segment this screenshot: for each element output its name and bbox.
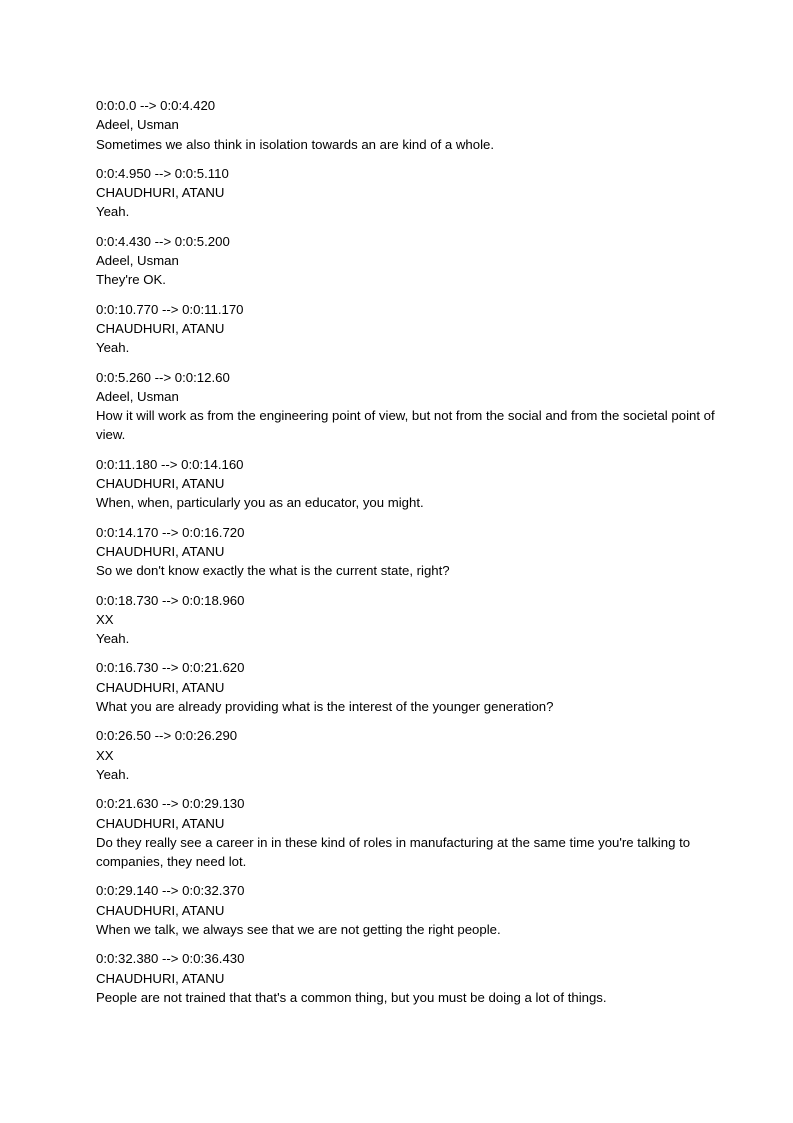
speaker-name: Adeel, Usman <box>96 388 179 404</box>
transcript-entry <box>96 726 716 784</box>
utterance-text: Sometimes we also think in isolation towards an are kind of a whole. <box>96 136 495 152</box>
speaker-name: CHAUDHURI, ATANU <box>96 970 225 986</box>
transcript-page <box>96 96 716 1017</box>
timestamp: 0:0:4.430 --> 0:0:5.200 <box>96 233 230 249</box>
utterance-text: Yeah. <box>96 631 130 647</box>
utterance-text: People are not trained that that's a common thing, but you must be doing a lot of things. <box>96 989 607 1005</box>
speaker-name: CHAUDHURI, ATANU <box>96 679 225 695</box>
transcript-entry <box>96 164 716 222</box>
utterance-text: Yeah. <box>96 204 130 220</box>
transcript-entry <box>96 96 716 154</box>
transcript-entry <box>96 300 716 358</box>
timestamp: 0:0:18.730 --> 0:0:18.960 <box>96 592 245 608</box>
speaker-name: Adeel, Usman <box>96 117 179 133</box>
utterance-text: They're OK. <box>96 272 166 288</box>
utterance-text: What you are already providing what is the interest of the younger generation? <box>96 699 554 715</box>
transcript-entry <box>96 368 716 445</box>
timestamp: 0:0:11.180 --> 0:0:14.160 <box>96 456 244 472</box>
speaker-name: CHAUDHURI, ATANU <box>96 902 225 918</box>
utterance-text: When we talk, we always see that we are not getting the right people. <box>96 921 501 937</box>
timestamp: 0:0:10.770 --> 0:0:11.170 <box>96 301 244 317</box>
speaker-name: XX <box>96 747 114 763</box>
speaker-name: Adeel, Usman <box>96 253 179 269</box>
speaker-name: CHAUDHURI, ATANU <box>96 815 225 831</box>
utterance-text: Do they really see a career in in these kind of roles in manufacturing at the same time you're talking to companies, they need lot. <box>96 834 691 870</box>
speaker-name: CHAUDHURI, ATANU <box>96 320 225 336</box>
timestamp: 0:0:4.950 --> 0:0:5.110 <box>96 165 229 181</box>
timestamp: 0:0:5.260 --> 0:0:12.60 <box>96 369 230 385</box>
timestamp: 0:0:16.730 --> 0:0:21.620 <box>96 660 245 676</box>
utterance-text: When, when, particularly you as an educator, you might. <box>96 495 424 511</box>
speaker-name: CHAUDHURI, ATANU <box>96 476 225 492</box>
transcript-entry <box>96 881 716 939</box>
transcript-entry <box>96 658 716 716</box>
timestamp: 0:0:0.0 --> 0:0:4.420 <box>96 98 216 113</box>
transcript-entry <box>96 949 716 1007</box>
utterance-text: Yeah. <box>96 340 130 356</box>
timestamp: 0:0:26.50 --> 0:0:26.290 <box>96 728 238 744</box>
transcript-entry <box>96 794 716 871</box>
transcript-entry <box>96 523 716 581</box>
utterance-text: So we don't know exactly the what is the current state, right? <box>96 563 450 579</box>
transcript-entry <box>96 232 716 290</box>
timestamp: 0:0:32.380 --> 0:0:36.430 <box>96 951 245 967</box>
transcript-entry <box>96 591 716 649</box>
transcript-entry <box>96 455 716 513</box>
speaker-name: CHAUDHURI, ATANU <box>96 543 225 559</box>
utterance-text: How it will work as from the engineering point of view, but not from the social and from the societal point of view. <box>96 408 715 443</box>
utterance-text: Yeah. <box>96 766 130 782</box>
speaker-name: CHAUDHURI, ATANU <box>96 185 225 201</box>
timestamp: 0:0:29.140 --> 0:0:32.370 <box>96 883 245 899</box>
speaker-name: XX <box>96 611 114 627</box>
timestamp: 0:0:14.170 --> 0:0:16.720 <box>96 524 245 540</box>
timestamp: 0:0:21.630 --> 0:0:29.130 <box>96 796 245 812</box>
